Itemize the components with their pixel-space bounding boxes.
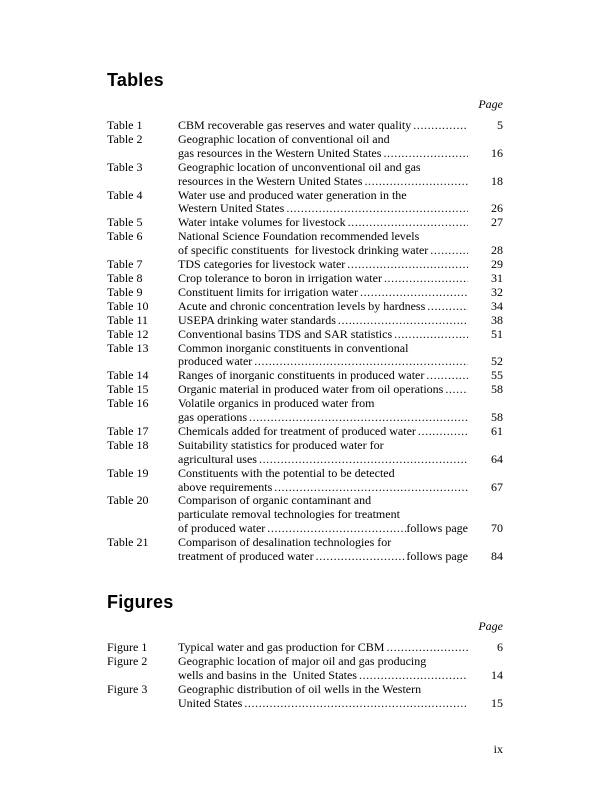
toc-entry — [107, 397, 503, 425]
entry-page-number: 26 — [491, 201, 503, 216]
entry-label: Table 10 — [107, 298, 149, 313]
entry-page-number: 27 — [491, 215, 503, 230]
entry-title-line: Organic material in produced water from oil operations — [178, 382, 444, 397]
toc-entry — [107, 536, 503, 564]
entry-leader-line — [178, 314, 468, 328]
entry-title-line: USEPA drinking water standards — [178, 312, 336, 327]
entry-title — [178, 683, 468, 711]
entry-label: Table 18 — [107, 437, 149, 452]
entry-leader-line — [178, 202, 468, 216]
footer-page-number: ix — [493, 742, 503, 756]
entry-title-line: Water intake volumes for livestock — [178, 215, 346, 230]
entry-label: Table 17 — [107, 423, 149, 438]
entry-page-number: 52 — [491, 354, 503, 369]
entry-page-number: 58 — [491, 382, 503, 397]
entry-title — [178, 439, 468, 467]
toc-entry — [107, 425, 503, 439]
entry-leader-line — [178, 669, 468, 683]
entry-page-number: 29 — [491, 257, 503, 272]
entry-title — [178, 300, 468, 314]
dot-leader — [284, 202, 468, 216]
entry-leader-line — [178, 453, 468, 467]
toc-entry — [107, 272, 503, 286]
toc-entry — [107, 161, 503, 189]
entry-title-line: gas resources in the Western United States — [178, 145, 382, 160]
entry-title-line: Water use and produced water generation in the — [178, 187, 407, 202]
entry-title — [178, 272, 468, 286]
page-column-label: Page — [478, 97, 503, 111]
entry-title-line: of specific constituents for livestock drinking water — [178, 243, 429, 258]
figures-section — [107, 592, 503, 711]
entry-leader-line — [178, 550, 468, 564]
entry-leader-line — [178, 147, 468, 161]
entry-title-line: Suitability statistics for produced water for — [178, 437, 384, 452]
entry-title — [178, 189, 468, 217]
entry-title — [178, 258, 468, 272]
tables-section — [107, 70, 503, 564]
entry-page-number: 84 — [491, 549, 503, 564]
entry-leader-line — [178, 383, 468, 397]
entry-page-number: 5 — [497, 118, 503, 132]
entry-page-number: 51 — [491, 326, 503, 341]
entry-leader-line — [178, 272, 468, 286]
dot-leader — [443, 383, 468, 397]
entry-title-line: agricultural uses — [178, 451, 257, 466]
entry-title-line: above requirements — [178, 479, 273, 494]
toc-entry — [107, 369, 503, 383]
dot-leader — [382, 272, 468, 286]
entry-page-number: 18 — [491, 173, 503, 188]
dot-leader — [345, 258, 468, 272]
entry-title-line: Western United States — [178, 201, 285, 216]
entry-title-line: Ranges of inorganic constituents in produced water — [178, 368, 425, 383]
entry-title-line: Acute and chronic concentration levels by hardness — [178, 298, 426, 313]
entry-leader-line — [178, 300, 468, 314]
dot-leader — [384, 641, 468, 655]
entry-leader-line — [178, 411, 468, 425]
toc-entry — [107, 133, 503, 161]
entry-page-number: 38 — [491, 312, 503, 327]
entry-page-number: 15 — [491, 695, 503, 710]
entry-label: Table 2 — [107, 131, 143, 146]
entry-title-line: particulate removal technologies for treatment — [178, 507, 400, 522]
entry-page-number: 28 — [491, 243, 503, 258]
entry-leader-line — [178, 328, 468, 342]
dot-leader — [424, 369, 468, 383]
entry-leader-line — [178, 369, 468, 383]
entry-label: Table 9 — [107, 284, 143, 299]
entry-leader-line — [178, 697, 468, 711]
entry-label: Table 7 — [107, 257, 143, 272]
entry-page-number: 58 — [491, 410, 503, 425]
entry-label: Table 16 — [107, 396, 149, 411]
entry-title — [178, 133, 468, 161]
entry-leader-line — [178, 355, 468, 369]
entry-leader-line — [178, 216, 468, 230]
entry-label: Table 14 — [107, 368, 149, 383]
toc-content — [107, 0, 503, 711]
entry-title-line: Chemicals added for treatment of produced water — [178, 423, 416, 438]
entry-label: Table 4 — [107, 187, 143, 202]
dot-leader — [314, 550, 407, 564]
entry-title-line: wells and basins in the United States — [178, 667, 357, 682]
entry-label: Table 15 — [107, 382, 149, 397]
entry-label: Table 21 — [107, 535, 149, 550]
entry-leader-line — [178, 244, 468, 258]
entry-title-line: CBM recoverable gas reserves and water quality — [178, 118, 412, 132]
entry-title — [178, 230, 468, 258]
tables-entry-list — [107, 119, 503, 564]
entry-label: Figure 1 — [107, 640, 148, 654]
entry-title — [178, 369, 468, 383]
entry-page-number: 67 — [491, 479, 503, 494]
figures-section-heading: Figures — [107, 592, 174, 612]
entry-title-line: Geographic location of conventional oil and — [178, 131, 390, 146]
entry-title — [178, 342, 468, 370]
entry-page-number: 32 — [491, 284, 503, 299]
follows-page-label: follows page — [406, 549, 468, 564]
entry-title-line: resources in the Western United States — [178, 173, 363, 188]
toc-entry — [107, 189, 503, 217]
dot-leader — [416, 425, 468, 439]
entry-label: Figure 3 — [107, 681, 148, 696]
entry-leader-line — [178, 286, 468, 300]
dot-leader — [252, 355, 468, 369]
dot-leader — [362, 175, 468, 189]
entry-title — [178, 286, 468, 300]
entry-title-line: Conventional basins TDS and SAR statistics — [178, 326, 393, 341]
entry-page-number: 16 — [491, 145, 503, 160]
entry-leader-line — [178, 641, 468, 655]
entry-page-number: 14 — [491, 667, 503, 682]
entry-leader-line — [178, 119, 468, 133]
follows-page-label: follows page — [406, 521, 468, 536]
toc-entry — [107, 119, 503, 133]
entry-label: Table 8 — [107, 270, 143, 285]
entry-title — [178, 536, 468, 564]
dot-leader — [247, 411, 468, 425]
entry-leader-line — [178, 258, 468, 272]
toc-entry — [107, 342, 503, 370]
dot-leader — [336, 314, 468, 328]
entry-label: Table 11 — [107, 312, 149, 327]
entry-label: Table 13 — [107, 340, 149, 355]
toc-entry — [107, 494, 503, 536]
entry-title-line: Comparison of organic contaminant and — [178, 493, 372, 508]
entry-title — [178, 161, 468, 189]
toc-entry — [107, 286, 503, 300]
entry-title — [178, 314, 468, 328]
entry-title — [178, 641, 468, 655]
entry-title — [178, 494, 468, 536]
dot-leader — [411, 119, 468, 133]
entry-label: Figure 2 — [107, 653, 148, 668]
tables-section-heading: Tables — [107, 70, 164, 90]
toc-entry — [107, 641, 503, 655]
dot-leader — [428, 244, 468, 258]
entry-leader-line — [178, 175, 468, 189]
entry-title — [178, 655, 468, 683]
page-column-label: Page — [478, 619, 503, 633]
entry-leader-line — [178, 425, 468, 439]
dot-leader — [265, 522, 406, 536]
entry-label: Table 5 — [107, 215, 143, 230]
dot-leader — [272, 481, 468, 495]
dot-leader — [242, 697, 468, 711]
entry-leader-line — [178, 522, 468, 536]
entry-title — [178, 383, 468, 397]
dot-leader — [392, 328, 468, 342]
entry-page-number: 55 — [491, 368, 503, 383]
entry-leader-line — [178, 481, 468, 495]
dot-leader — [346, 216, 468, 230]
toc-entry — [107, 328, 503, 342]
entry-title-line: National Science Foundation recommended levels — [178, 229, 420, 244]
entry-title-line: Typical water and gas production for CBM — [178, 640, 385, 654]
entry-label: Table 6 — [107, 229, 143, 244]
entry-title-line: produced water — [178, 354, 253, 369]
figures-entry-list — [107, 641, 503, 711]
toc-entry — [107, 230, 503, 258]
toc-entry — [107, 258, 503, 272]
entry-title — [178, 425, 468, 439]
entry-label: Table 3 — [107, 159, 143, 174]
entry-label: Table 20 — [107, 493, 149, 508]
dot-leader — [257, 453, 468, 467]
entry-title-line: Geographic location of unconventional oil and gas — [178, 159, 421, 174]
entry-label: Table 1 — [107, 118, 143, 132]
entry-label: Table 12 — [107, 326, 149, 341]
entry-title-line: gas operations — [178, 410, 247, 425]
entry-page-number: 34 — [491, 298, 503, 313]
entry-title-line: Common inorganic constituents in conventional — [178, 340, 409, 355]
toc-entry — [107, 655, 503, 683]
entry-title — [178, 328, 468, 342]
toc-entry — [107, 467, 503, 495]
entry-title — [178, 397, 468, 425]
toc-entry — [107, 314, 503, 328]
dot-leader — [357, 669, 468, 683]
toc-entry — [107, 383, 503, 397]
entry-title-line: Geographic location of major oil and gas producing — [178, 653, 427, 668]
toc-entry — [107, 439, 503, 467]
dot-leader — [358, 286, 468, 300]
entry-title-line: treatment of produced water — [178, 549, 314, 564]
toc-entry — [107, 683, 503, 711]
entry-title-line: of produced water — [178, 521, 266, 536]
entry-page-number: 70 — [491, 521, 503, 536]
entry-title-line: Crop tolerance to boron in irrigation water — [178, 270, 382, 285]
entry-title-line: Constituent limits for irrigation water — [178, 284, 358, 299]
entry-title-line: Geographic distribution of oil wells in the Western — [178, 681, 422, 696]
entry-title-line: TDS categories for livestock water — [178, 257, 346, 272]
entry-title-line: Constituents with the potential to be detected — [178, 465, 395, 480]
entry-title — [178, 467, 468, 495]
entry-title — [178, 216, 468, 230]
entry-title-line: Volatile organics in produced water from — [178, 396, 375, 411]
toc-entry — [107, 216, 503, 230]
entry-title — [178, 119, 468, 133]
entry-label: Table 19 — [107, 465, 149, 480]
entry-page-number: 64 — [491, 451, 503, 466]
entry-title-line: Comparison of desalination technologies for — [178, 535, 392, 550]
dot-leader — [381, 147, 468, 161]
dot-leader — [425, 300, 468, 314]
entry-page-number: 31 — [491, 270, 503, 285]
entry-page-number: 61 — [491, 423, 503, 438]
entry-title-line: United States — [178, 695, 243, 710]
toc-entry — [107, 300, 503, 314]
entry-page-number: 6 — [497, 640, 503, 654]
